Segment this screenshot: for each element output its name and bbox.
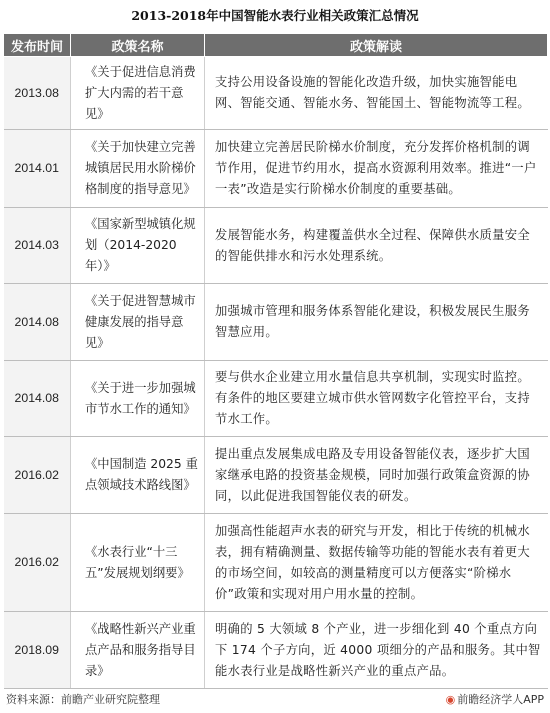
table-row: [4, 57, 548, 130]
cell-date: 2016.02: [4, 514, 71, 612]
table-row: [4, 208, 548, 284]
table-row: [4, 612, 548, 689]
cell-policy-name: 《国家新型城镇化规划（2014-2020年）》: [71, 208, 205, 284]
cell-interpretation: 要与供水企业建立用水量信息共享机制，实现实时监控。有条件的地区要建立城市供水管网数字化管控平台，支持节水工作。: [205, 361, 548, 437]
brand-name: 前瞻经济学人APP: [457, 693, 544, 706]
cell-date: 2014.08: [4, 361, 71, 437]
cell-date: 2013.08: [4, 57, 71, 130]
cell-interpretation: 明确的 5 大领域 8 个产业，进一步细化到 40 个重点方向下 174 个子方向，近 4000 项细分的产品和服务。其中智能水表行业是战略性新兴产业的重点产品。: [205, 612, 548, 689]
brand-credit: [446, 691, 544, 707]
page-title: 2013-2018年中国智能水表行业相关政策汇总情况: [131, 8, 419, 23]
header-interpretation: 政策解读: [205, 34, 548, 57]
cell-policy-name: 《关于加快建立完善城镇居民用水阶梯价格制度的指导意见》: [71, 130, 205, 208]
cell-date: 2018.09: [4, 612, 71, 689]
policy-table: [3, 33, 548, 689]
cell-policy-name: 《战略性新兴产业重点产品和服务指导目录》: [71, 612, 205, 689]
table-header-row: [4, 34, 548, 57]
cell-interpretation: 支持公用设备设施的智能化改造升级，加快实施智能电网、智能交通、智能水务、智能国土、智能物流等工程。: [205, 57, 548, 130]
cell-date: 2014.08: [4, 284, 71, 361]
cell-date: 2014.01: [4, 130, 71, 208]
cell-policy-name: 《关于促进信息消费扩大内需的若干意见》: [71, 57, 205, 130]
table-row: [4, 514, 548, 612]
header-date: 发布时间: [4, 34, 71, 57]
table-row: [4, 130, 548, 208]
cell-date: 2014.03: [4, 208, 71, 284]
cell-interpretation: 提出重点发展集成电路及专用设备智能仪表，逐步扩大国家继承电路的投资基金规模，同时加强行政策盒资源的协同，以此促进我国智能仪表的研发。: [205, 437, 548, 514]
cell-policy-name: 《水表行业“十三五”发展规划纲要》: [71, 514, 205, 612]
table-row: [4, 284, 548, 361]
header-policy-name: 政策名称: [71, 34, 205, 57]
cell-interpretation: 加快建立完善居民阶梯水价制度，充分发挥价格机制的调节作用，促进节约用水，提高水资源利用效率。推进“一户一表”改造是实行阶梯水价制度的重要基础。: [205, 130, 548, 208]
cell-interpretation: 发展智能水务，构建覆盖供水全过程、保障供水质量安全的智能供排水和污水处理系统。: [205, 208, 548, 284]
source-note: 资料来源：前瞻产业研究院整理: [6, 693, 160, 706]
table-row: [4, 361, 548, 437]
cell-date: 2016.02: [4, 437, 71, 514]
cell-interpretation: 加强城市管理和服务体系智能化建设，积极发展民生服务智慧应用。: [205, 284, 548, 361]
cell-policy-name: 《中国制造 2025 重点领域技术路线图》: [71, 437, 205, 514]
cell-interpretation: 加强高性能超声水表的研究与开发，相比于传统的机械水表，拥有精确测量、数据传输等功能的智能水表有着更大的市场空间，如较高的测量精度可以方便落实“阶梯水价”政策和实现对用户用水量的控制。: [205, 514, 548, 612]
footer: [6, 691, 544, 709]
qianzhan-logo-icon: ◉: [445, 693, 456, 706]
cell-policy-name: 《关于进一步加强城市节水工作的通知》: [71, 361, 205, 437]
cell-policy-name: 《关于促进智慧城市健康发展的指导意见》: [71, 284, 205, 361]
table-row: [4, 437, 548, 514]
